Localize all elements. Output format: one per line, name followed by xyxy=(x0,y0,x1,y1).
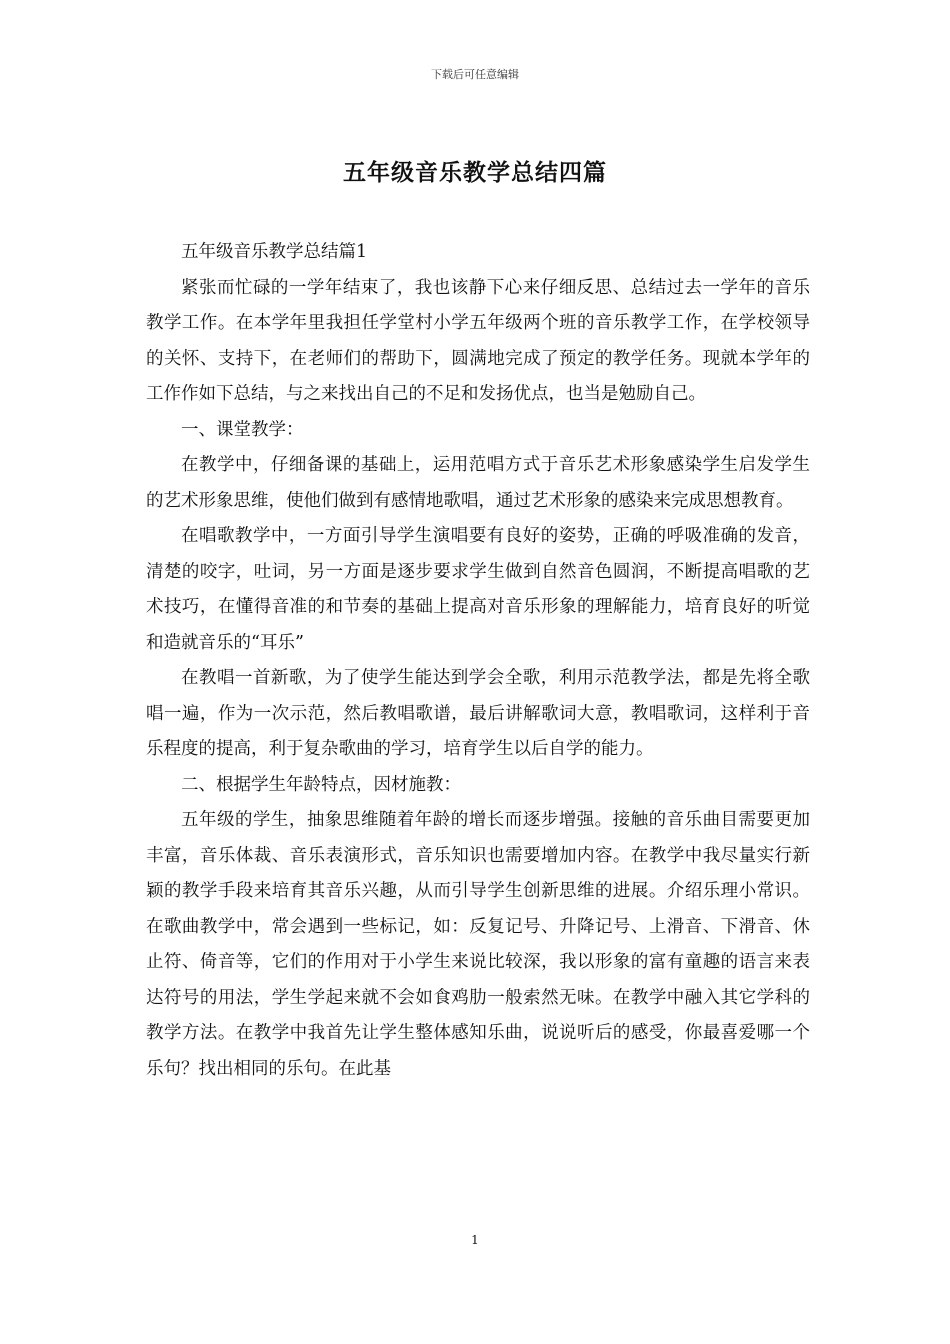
subheading-age-characteristics: 二、根据学生年龄特点，因材施教： xyxy=(181,774,461,795)
body-paragraph: 在唱歌教学中，一方面引导学生演唱要有良好的姿势，正确的呼吸准确的发音，清楚的咬字，吐词，另一方面是逐步要求学生做到自然音色圆润，不断提高唱歌的艺术技巧，在懂得音准的和节奏的基础上提高对音乐形象的理解能力，培育良好的听觉和造就音乐的“耳乐” xyxy=(146,526,810,653)
body-paragraph: 五年级的学生，抽象思维随着年龄的增长而逐步增强。接触的音乐曲目需要更加丰富，音乐体裁、音乐表演形式，音乐知识也需要增加内容。在教学中我尽量实行新颖的教学手段来培育其音乐兴趣，从而引导学生创新思维的进展。介绍乐理小常识。在歌曲教学中，常会遇到一些标记，如：反复记号、升降记号、上滑音、下滑音、休止符、倚音等，它们的作用对于小学生来说比较深，我以形象的富有童趣的语言来表达符号的用法，学生学起来就不会如食鸡肋一般索然无味。在教学中融入其它学科的教学方法。在教学中我首先让学生整体感知乐曲，说说听后的感受，你最喜爱哪一个乐句？找出相同的乐句。在此基 xyxy=(146,810,810,1079)
page-header-note: 下载后可任意编辑 xyxy=(431,68,519,81)
body-paragraph: 紧张而忙碌的一学年结束了，我也该静下心来仔细反思、总结过去一学年的音乐教学工作。在本学年里我担任学堂村小学五年级两个班的音乐教学工作，在学校领导的关怀、支持下，在老师们的帮助下，圆满地完成了预定的教学任务。现就本学年的工作作如下总结，与之来找出自己的不足和发扬优点，也当是勉励自己。 xyxy=(146,277,810,404)
section-heading-1: 五年级音乐教学总结篇1 xyxy=(181,242,368,262)
subheading-classroom-teaching: 一、课堂教学： xyxy=(181,419,304,440)
document-title: 五年级音乐教学总结四篇 xyxy=(343,159,607,186)
document-body xyxy=(146,235,810,1087)
page-number: 1 xyxy=(471,1233,479,1247)
body-paragraph: 在教唱一首新歌，为了使学生能达到学会全歌，利用示范教学法，都是先将全歌唱一遍，作为一次示范，然后教唱歌谱，最后讲解歌词大意，教唱歌词，这样利于音乐程度的提高，利于复杂歌曲的学习，培育学生以后自学的能力。 xyxy=(146,668,810,759)
body-paragraph: 在教学中，仔细备课的基础上，运用范唱方式于音乐艺术形象感染学生启发学生的艺术形象思维，使他们做到有感情地歌唱，通过艺术形象的感染来完成思想教育。 xyxy=(146,455,810,511)
